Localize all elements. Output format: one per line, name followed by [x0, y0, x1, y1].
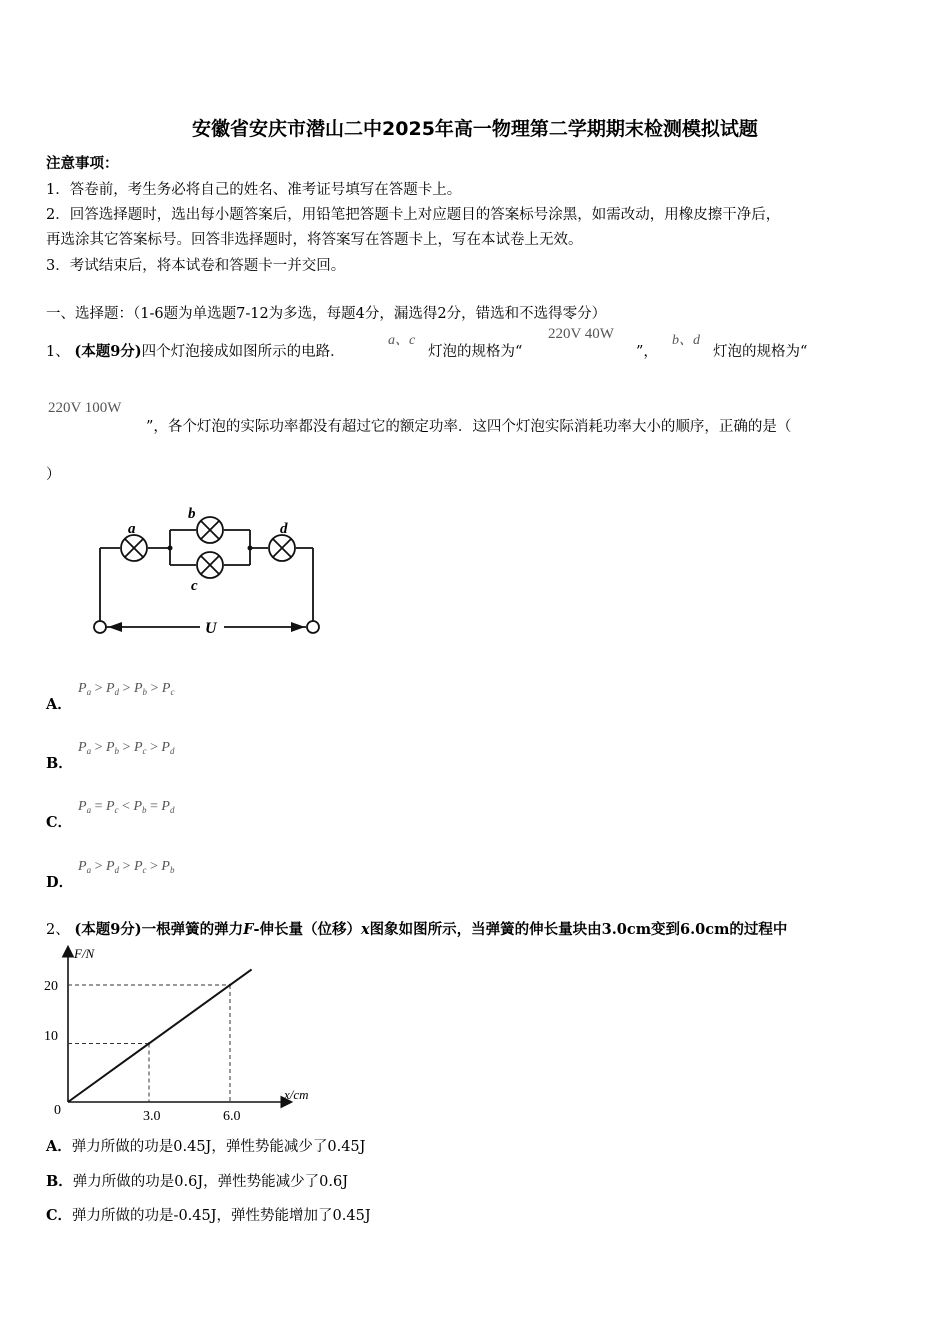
force-line — [68, 969, 252, 1102]
q1-text5: ”，各个灯泡的实际功率都没有超过它的额定功率．这四个灯泡实际消耗功率大小的顺序，正确的是（ — [146, 419, 792, 435]
subscript: a — [86, 687, 92, 697]
lamp-c-icon — [197, 552, 223, 578]
q2-number: 2、 — [46, 922, 70, 938]
q2-option-text: 弹力所做的功是0.45J，弹性势能减少了0.45J — [71, 1139, 366, 1155]
subscript: a — [86, 746, 92, 756]
subscript: d — [169, 746, 175, 756]
subscript: c — [142, 865, 147, 875]
power-symbol: P — [78, 740, 87, 755]
relation-symbol: > — [146, 740, 162, 755]
q1-paren-close: ） — [46, 467, 61, 483]
lamp-d-icon — [269, 535, 295, 561]
subscript: b — [169, 865, 175, 875]
q1-option-expression — [78, 681, 174, 697]
power-symbol: P — [105, 859, 115, 874]
x-tick-3: 3.0 — [143, 1109, 161, 1124]
arrow-right-icon — [291, 622, 305, 632]
power-symbol: P — [133, 740, 143, 755]
relation-symbol: > — [147, 681, 162, 696]
subscript: b — [142, 687, 147, 697]
power-symbol: P — [161, 681, 171, 696]
notice-heading: 注意事项： — [46, 155, 119, 172]
terminal-left-icon — [94, 621, 106, 633]
section-heading: 一、选择题：（1-6题为单选题7-12为多选，每题4分，漏选得2分，错选和不选得零分） — [46, 306, 607, 322]
label-u: U — [205, 620, 217, 637]
q2-x: x — [360, 921, 370, 938]
q1-option-label: B． — [46, 755, 73, 772]
x-tick-6: 6.0 — [223, 1109, 241, 1124]
label-d: d — [280, 521, 288, 537]
q1-option-expression — [78, 799, 174, 815]
q2-option — [46, 1204, 371, 1225]
q1-spec-ac: 220V 40W — [548, 326, 614, 342]
q2-stem — [46, 918, 787, 939]
lamp-b-icon — [197, 517, 223, 543]
relation-symbol: = — [146, 799, 162, 814]
q1-text4: 灯泡的规格为“ — [713, 344, 808, 360]
relation-symbol: > — [91, 859, 106, 874]
subscript: c — [114, 805, 119, 815]
circuit-diagram — [0, 490, 340, 650]
label-b: b — [188, 506, 196, 522]
q1-text2: 灯泡的规格为“ — [428, 344, 523, 360]
relation-symbol: > — [119, 859, 134, 874]
y-tick-10: 10 — [44, 1029, 58, 1044]
relation-symbol: > — [91, 681, 106, 696]
q2-option-label: B． — [46, 1173, 73, 1190]
subscript: c — [142, 746, 147, 756]
notice-item-2b: 再选涂其它答案标号。回答非选择题时，将答案写在答题卡上，写在本试卷上无效。 — [46, 232, 583, 248]
subscript: b — [142, 805, 147, 815]
power-symbol: P — [105, 740, 115, 755]
q1-option-expression — [78, 859, 174, 875]
q2-option — [46, 1170, 348, 1191]
q2-text-b: -伸长量（位移） — [253, 921, 361, 938]
relation-symbol: = — [91, 799, 106, 814]
relation-symbol: < — [118, 799, 134, 814]
q1-option-label: C． — [46, 814, 73, 831]
q1-option-label: D． — [46, 874, 74, 891]
label-c: c — [191, 578, 198, 594]
origin-label: 0 — [54, 1103, 61, 1118]
terminal-right-icon — [307, 621, 319, 633]
data-point — [229, 984, 231, 986]
q2-F: F — [243, 921, 254, 938]
q1-option-expression — [78, 740, 174, 756]
q2-option-label: A． — [46, 1138, 72, 1155]
q2-text-c: 图象如图所示，当弹簧的伸长量块由3.0cm变到6.0cm的过程中 — [369, 921, 788, 938]
y-tick-20: 20 — [44, 979, 58, 994]
page-title: 安徽省安庆市潜山二中2025年高一物理第二学期期末检测模拟试题 — [192, 118, 758, 140]
data-point — [148, 1042, 150, 1044]
power-symbol: P — [105, 799, 115, 814]
subscript: c — [170, 687, 175, 697]
power-symbol: P — [133, 799, 142, 814]
power-symbol: P — [78, 681, 87, 696]
q2-text-a: (本题9分)一根弹簧的弹力 — [74, 921, 244, 938]
subscript: a — [86, 865, 92, 875]
q2-option-text: 弹力所做的功是0.6J，弹性势能减少了0.6J — [72, 1174, 349, 1190]
notice-item-1: 1．答卷前，考生务必将自己的姓名、准考证号填写在答题卡上。 — [46, 182, 462, 198]
subscript: b — [114, 746, 120, 756]
subscript: d — [169, 805, 175, 815]
relation-symbol: > — [119, 740, 134, 755]
q1-text1: 四个灯泡接成如图所示的电路． — [141, 344, 345, 360]
power-symbol: P — [161, 859, 170, 874]
q1-option-label: A． — [46, 696, 72, 713]
relation-symbol: > — [91, 740, 106, 755]
notice-item-3: 3．考试结束后，将本试卷和答题卡一并交回。 — [46, 258, 346, 274]
q1-spec-bd: 220V 100W — [48, 400, 122, 416]
q1-line1 — [46, 340, 345, 361]
q1-bd: b、d — [672, 333, 700, 348]
q2-option-label: C． — [46, 1207, 73, 1224]
arrow-left-icon — [108, 622, 122, 632]
power-symbol: P — [78, 799, 87, 814]
subscript: d — [114, 687, 120, 697]
q1-ac: a、c — [388, 333, 416, 348]
power-symbol: P — [161, 740, 170, 755]
power-symbol: P — [133, 681, 143, 696]
q1-number: 1、 — [46, 344, 70, 360]
x-axis-label: x/cm — [284, 1087, 309, 1102]
q2-option-text: 弹力所做的功是-0.45J，弹性势能增加了0.45J — [72, 1208, 371, 1224]
q1-score: (本题9分) — [74, 343, 142, 360]
power-symbol: P — [133, 859, 143, 874]
power-symbol: P — [105, 681, 115, 696]
notice-item-2a: 2．回答选择题时，选出每小题答案后，用铅笔把答题卡上对应题目的答案标号涂黑，如需改动，用橡皮擦干净后， — [46, 207, 781, 223]
power-symbol: P — [78, 859, 87, 874]
relation-symbol: > — [146, 859, 162, 874]
label-a: a — [128, 521, 136, 537]
force-extension-graph — [0, 940, 340, 1125]
power-symbol: P — [161, 799, 170, 814]
lamp-a-icon — [121, 535, 147, 561]
relation-symbol: > — [119, 681, 134, 696]
q1-text3: ”， — [636, 344, 658, 360]
q2-option — [46, 1135, 365, 1156]
subscript: a — [86, 805, 92, 815]
subscript: d — [114, 865, 120, 875]
y-axis-label: F/N — [74, 946, 95, 961]
